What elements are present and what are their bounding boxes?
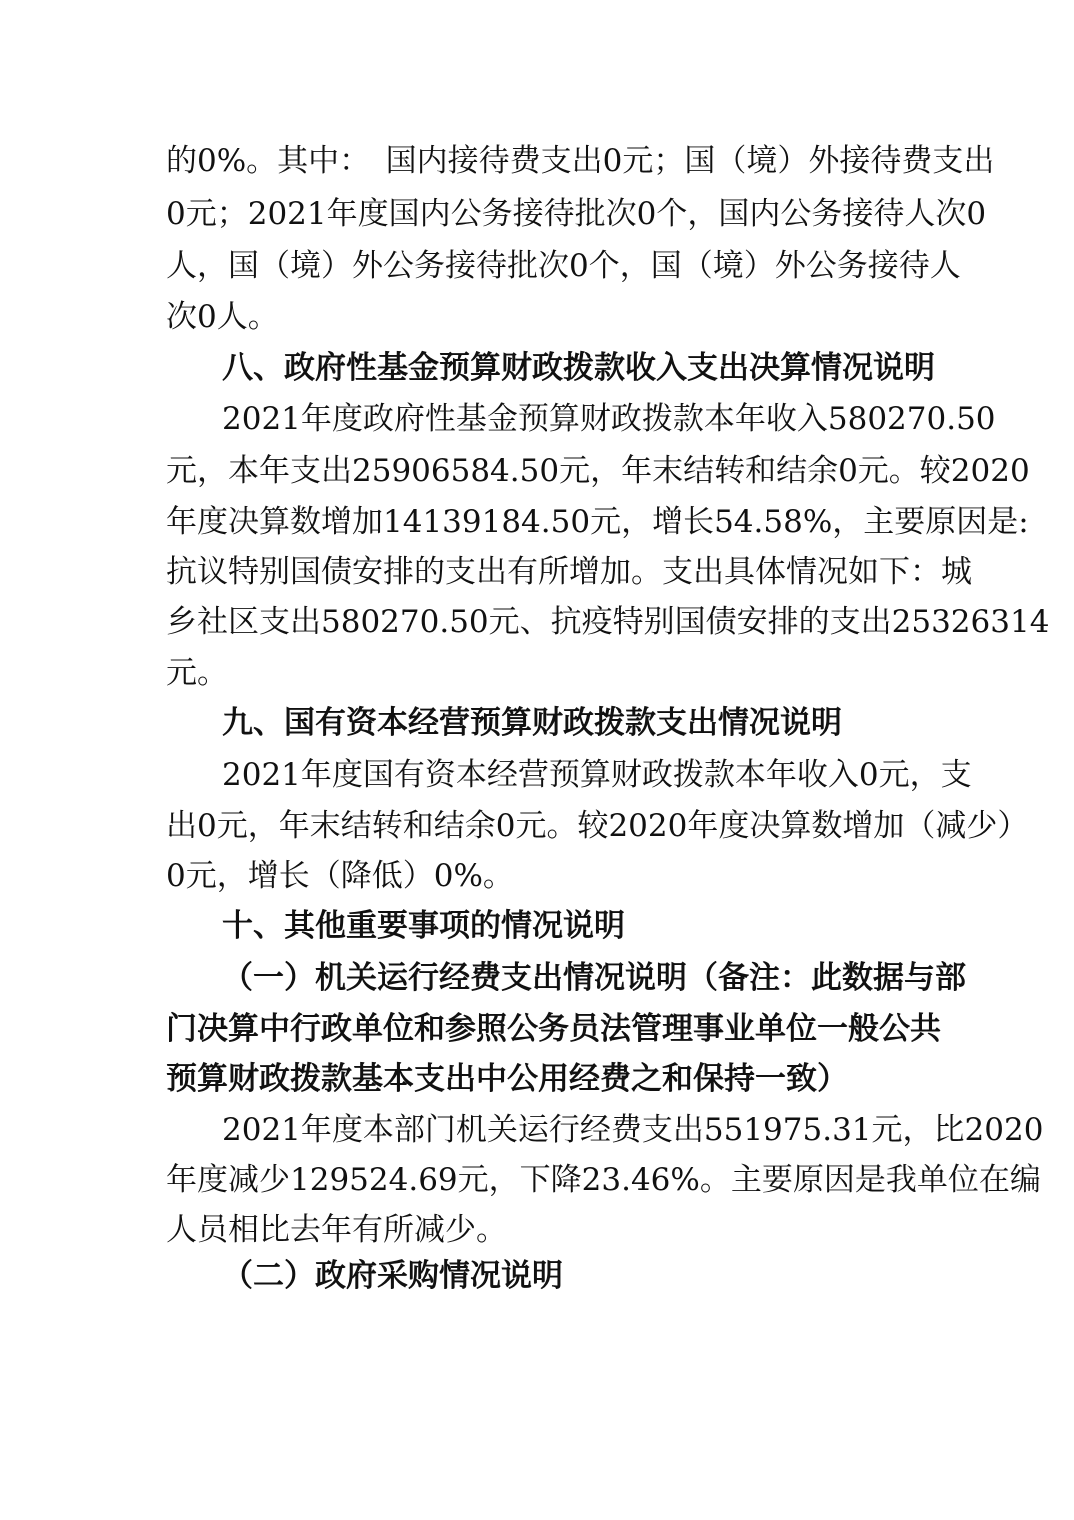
paragraph-line: 年度决算数增加14139184.50元，增长54.58%，主要原因是: xyxy=(166,504,1029,540)
paragraph-line: 的0%。其中： 国内接待费支出0元；国（境）外接待费支出 xyxy=(166,143,995,179)
paragraph-line: 年度减少129524.69元，下降23.46%。主要原因是我单位在编 xyxy=(166,1162,1041,1198)
subsection-heading: （二）政府采购情况说明 xyxy=(222,1258,563,1294)
paragraph-line: 次0人。 xyxy=(166,299,279,335)
subsection-heading-line: （一）机关运行经费支出情况说明（备注：此数据与部 xyxy=(222,960,966,996)
paragraph-line: 元。 xyxy=(166,655,228,691)
section-heading: 九、国有资本经营预算财政拨款支出情况说明 xyxy=(222,705,842,741)
paragraph-line: 2021年度政府性基金预算财政拨款本年收入580270.50 xyxy=(222,401,996,437)
subsection-heading-line: 预算财政拨款基本支出中公用经费之和保持一致） xyxy=(166,1061,848,1097)
section-heading: 十、其他重要事项的情况说明 xyxy=(222,908,625,944)
subsection-heading-line: 门决算中行政单位和参照公务员法管理事业单位一般公共 xyxy=(166,1011,941,1047)
paragraph-line: 乡社区支出580270.50元、抗疫特别国债安排的支出25326314 xyxy=(166,604,1050,640)
paragraph-line: 人员相比去年有所减少。 xyxy=(166,1212,507,1248)
section-heading: 八、政府性基金预算财政拨款收入支出决算情况说明 xyxy=(222,350,935,386)
paragraph-line: 出0元，年末结转和结余0元。较2020年度决算数增加（减少） xyxy=(166,808,1029,844)
paragraph-line: 2021年度国有资本经营预算财政拨款本年收入0元，支 xyxy=(222,757,972,793)
paragraph-line: 人，国（境）外公务接待批次0个，国（境）外公务接待人 xyxy=(166,248,961,284)
paragraph-line: 2021年度本部门机关运行经费支出551975.31元，比2020 xyxy=(222,1112,1044,1148)
paragraph-line: 0元；2021年度国内公务接待批次0个，国内公务接待人次0 xyxy=(166,196,987,232)
paragraph-line: 元，本年支出25906584.50元，年末结转和结余0元。较2020 xyxy=(166,453,1030,489)
paragraph-line: 0元，增长（降低）0%。 xyxy=(166,858,514,894)
paragraph-line: 抗议特别国债安排的支出有所增加。支出具体情况如下：城 xyxy=(166,554,972,590)
